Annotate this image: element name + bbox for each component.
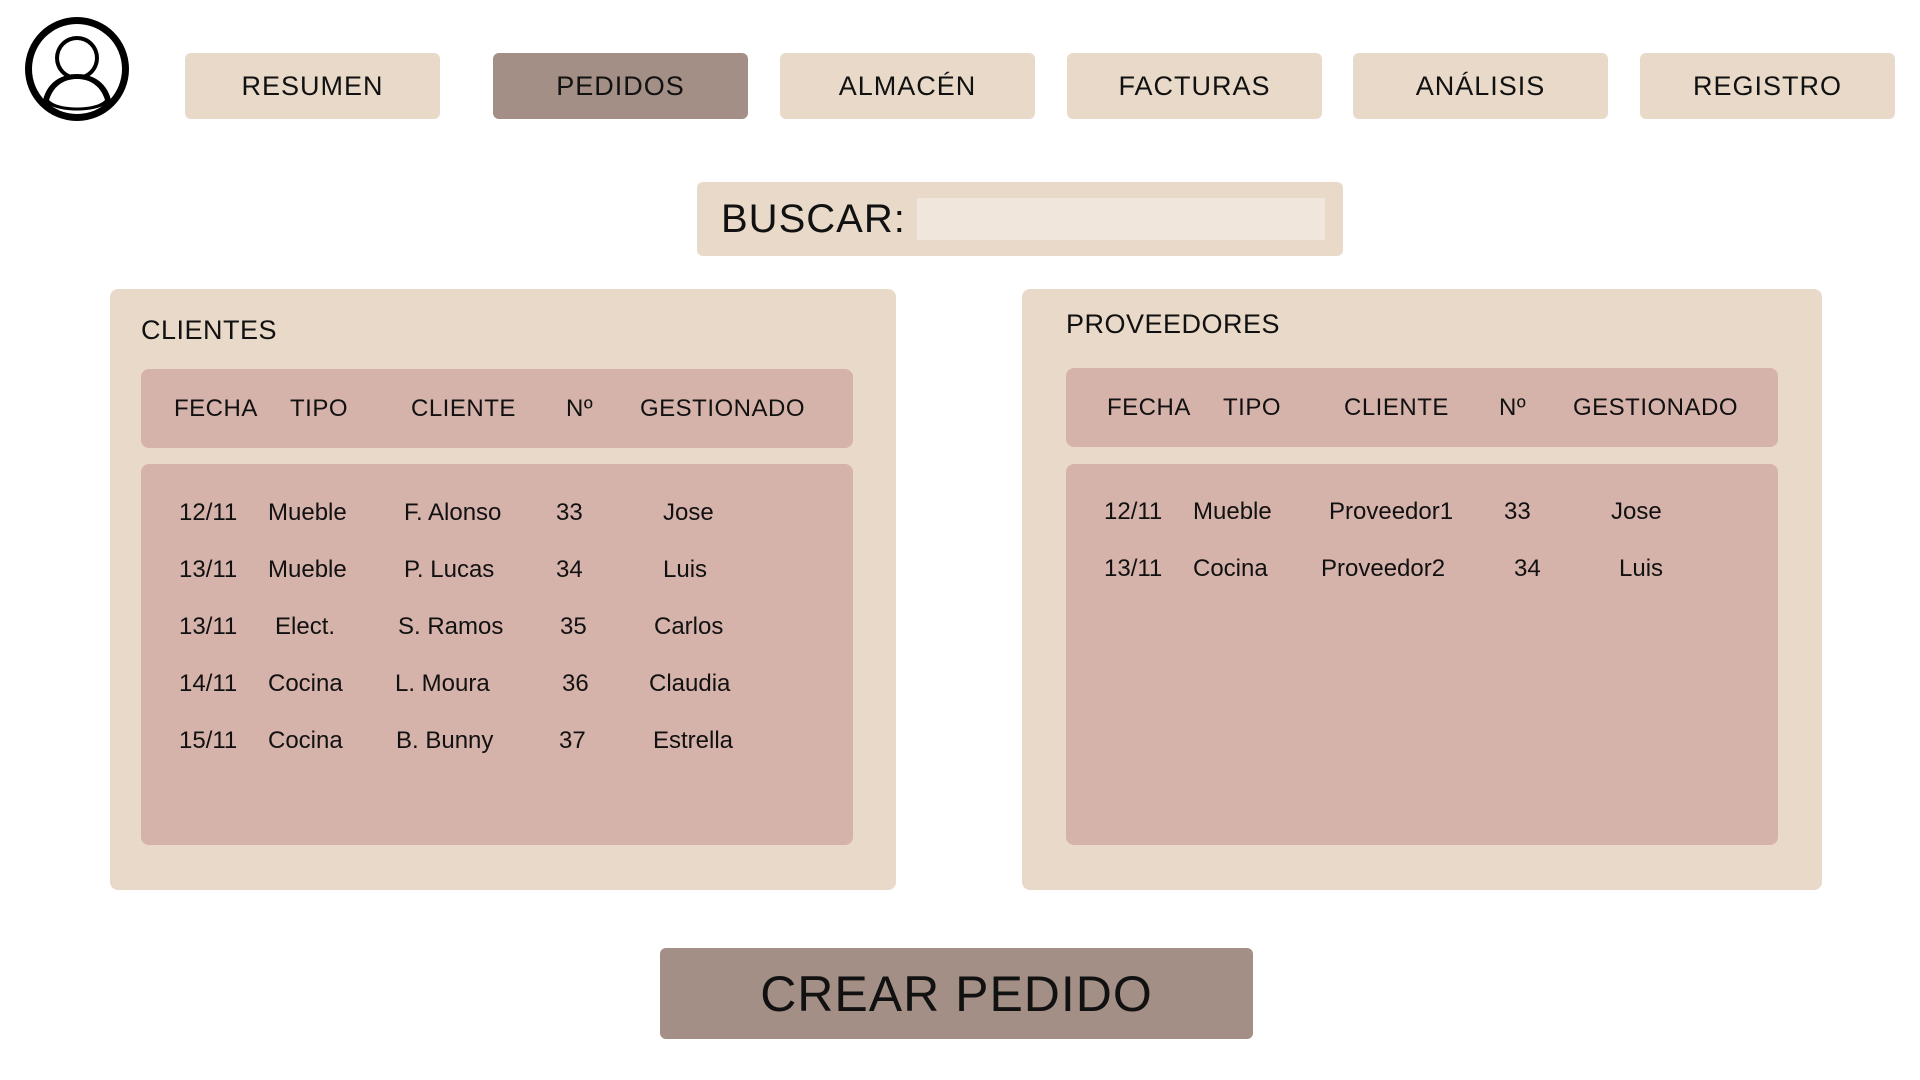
cell-fecha: 13/11 (179, 613, 238, 640)
column-header-tipo[interactable]: TIPO (290, 394, 349, 422)
nav-facturas[interactable]: FACTURAS (1067, 53, 1322, 119)
column-header-numero[interactable]: Nº (1499, 393, 1527, 421)
proveedores-panel (1022, 289, 1822, 890)
cell-tipo: Mueble (268, 556, 347, 583)
column-header-fecha[interactable]: FECHA (174, 394, 258, 422)
cell-tipo: Elect. (275, 613, 336, 640)
proveedores-title: PROVEEDORES (1066, 309, 1281, 339)
cell-gestionado: Estrella (653, 727, 734, 754)
cell-cliente: P. Lucas (404, 556, 495, 583)
cell-cliente: L. Moura (395, 670, 490, 697)
nav-almacen[interactable]: ALMACÉN (780, 53, 1035, 119)
clientes-panel (110, 289, 896, 890)
cell-fecha: 12/11 (179, 499, 238, 526)
cell-gestionado: Luis (1619, 555, 1664, 582)
nav-resumen[interactable]: RESUMEN (185, 53, 440, 119)
column-header-cliente[interactable]: CLIENTE (1344, 393, 1449, 421)
column-header-cliente[interactable]: CLIENTE (411, 394, 516, 422)
cell-tipo: Cocina (1193, 555, 1268, 582)
clientes-table-header (141, 369, 853, 448)
cell-cliente: Proveedor2 (1321, 555, 1446, 582)
proveedores-table-header (1066, 368, 1778, 447)
cell-gestionado: Carlos (654, 613, 724, 640)
cell-tipo: Mueble (1193, 498, 1272, 525)
nav-registro[interactable]: REGISTRO (1640, 53, 1895, 119)
cell-tipo: Cocina (268, 670, 343, 697)
cell-numero: 34 (556, 556, 583, 583)
cell-numero: 34 (1514, 555, 1541, 582)
column-header-gestionado[interactable]: GESTIONADO (640, 394, 806, 422)
cell-numero: 33 (1504, 498, 1531, 525)
nav-pedidos[interactable]: PEDIDOS (493, 53, 748, 119)
clientes-title: CLIENTES (141, 315, 278, 345)
column-header-gestionado[interactable]: GESTIONADO (1573, 393, 1739, 421)
cell-tipo: Cocina (268, 727, 343, 754)
cell-fecha: 13/11 (1104, 555, 1163, 582)
main-nav (0, 53, 1920, 119)
cell-numero: 36 (562, 670, 589, 697)
proveedores-table-body (1066, 464, 1778, 845)
column-header-numero[interactable]: Nº (566, 394, 594, 422)
cell-fecha: 12/11 (1104, 498, 1163, 525)
column-header-tipo[interactable]: TIPO (1223, 393, 1282, 421)
cell-gestionado: Jose (1611, 498, 1662, 525)
cell-fecha: 15/11 (179, 727, 238, 754)
cell-cliente: B. Bunny (396, 727, 494, 754)
cell-cliente: F. Alonso (404, 499, 502, 526)
cell-gestionado: Luis (663, 556, 708, 583)
nav-analisis[interactable]: ANÁLISIS (1353, 53, 1608, 119)
cell-fecha: 13/11 (179, 556, 238, 583)
create-order-button[interactable]: CREAR PEDIDO (660, 948, 1253, 1039)
column-header-fecha[interactable]: FECHA (1107, 393, 1191, 421)
cell-gestionado: Claudia (649, 670, 731, 697)
clientes-table-body (141, 464, 853, 845)
cell-numero: 37 (559, 727, 586, 754)
cell-cliente: S. Ramos (398, 613, 504, 640)
search-bar (697, 182, 1343, 256)
cell-cliente: Proveedor1 (1329, 498, 1454, 525)
search-input[interactable] (917, 198, 1325, 240)
cell-tipo: Mueble (268, 499, 347, 526)
search-label: BUSCAR: (721, 196, 906, 241)
cell-numero: 35 (560, 613, 587, 640)
cell-fecha: 14/11 (179, 670, 238, 697)
cell-gestionado: Jose (663, 499, 714, 526)
cell-numero: 33 (556, 499, 583, 526)
